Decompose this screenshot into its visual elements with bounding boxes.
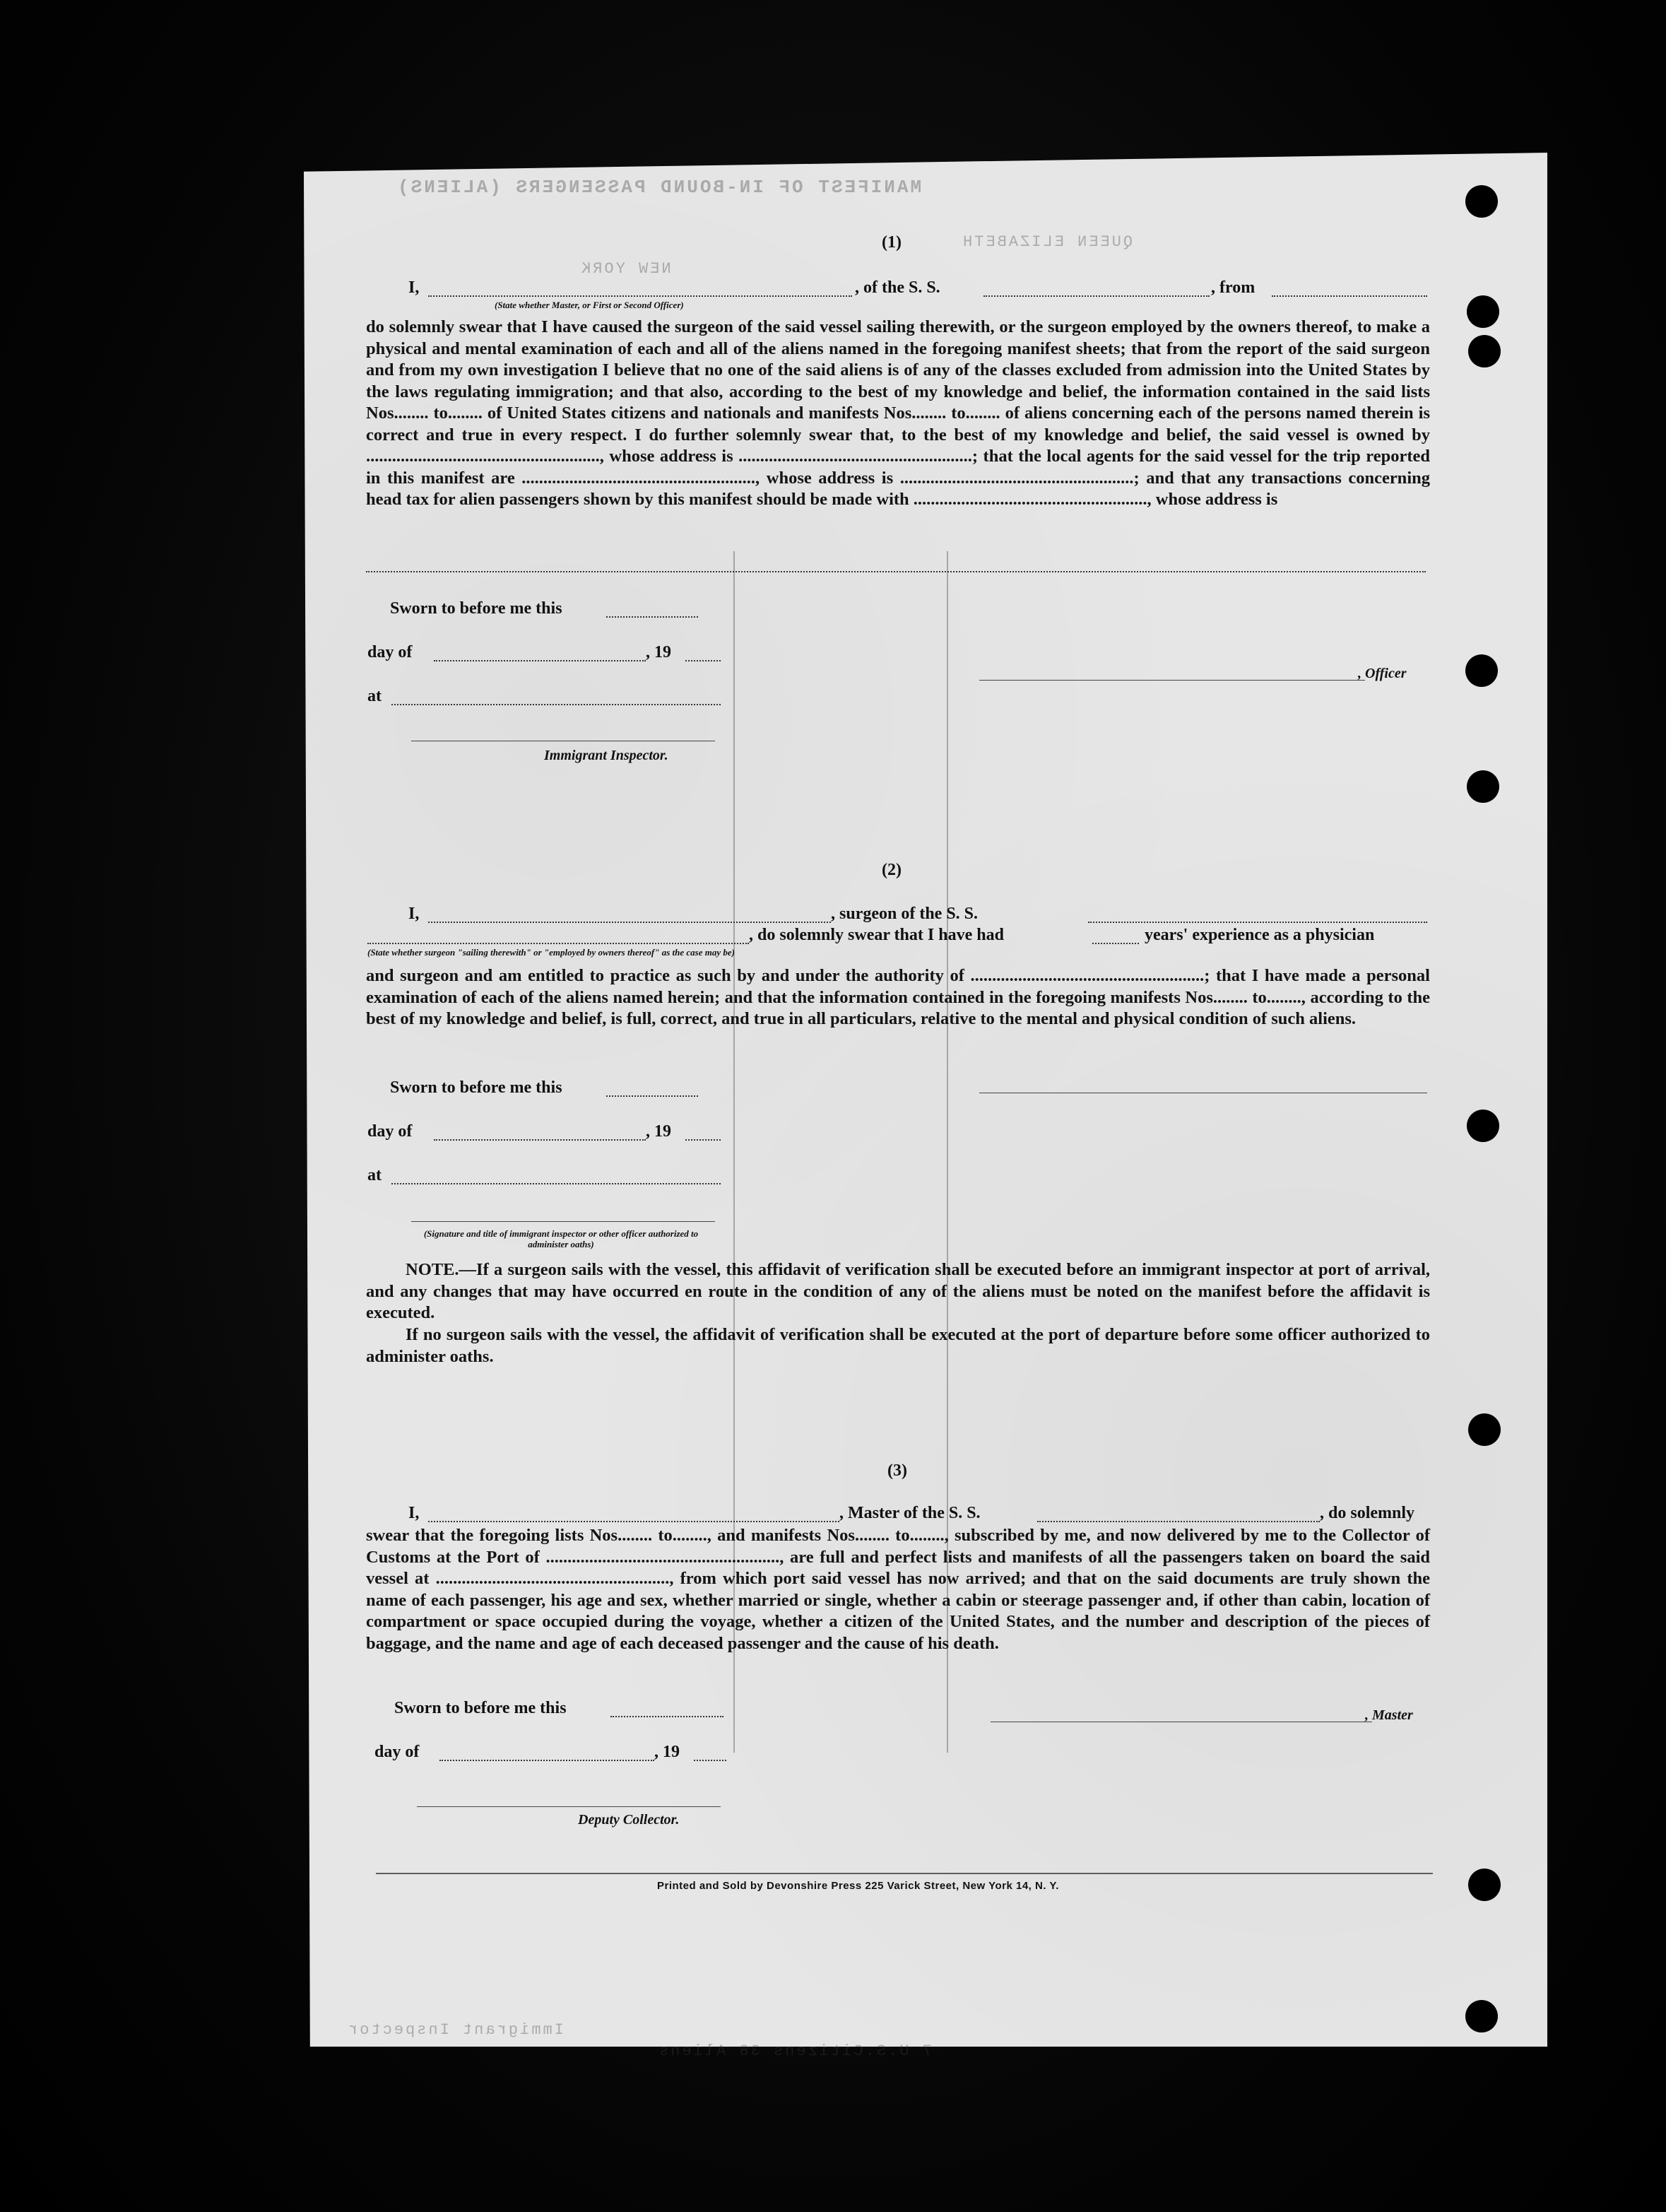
surgeon-name-field[interactable] <box>428 922 831 923</box>
officer-name-field[interactable] <box>428 295 852 297</box>
section-2-vessel-field[interactable] <box>1088 922 1427 923</box>
section-2-year-label: , 19 <box>646 1122 671 1141</box>
section-1-day-of-label: day of <box>367 643 413 661</box>
punch-hole <box>1465 2000 1498 2032</box>
section-2-sworn-date-field[interactable] <box>606 1095 698 1097</box>
footer-rule <box>376 1873 1433 1874</box>
section-3-do-solemnly: , do solemnly <box>1320 1504 1415 1522</box>
departure-port-field[interactable] <box>1272 295 1427 297</box>
section-2-note-no-surgeon: If no surgeon sails with the vessel, the affidavit of verification shall be executed at the port of departure before some officer authorized to administer oaths. <box>366 1325 1430 1366</box>
punch-hole <box>1467 295 1499 328</box>
section-1-i-label: I, <box>408 278 420 297</box>
officer-rank-note: (State whether Master, or First or Second Officer) <box>495 300 684 310</box>
section-3-vessel-field[interactable] <box>1037 1521 1320 1522</box>
punch-hole <box>1465 654 1498 687</box>
section-3-master-of: , Master of the S. S. <box>839 1504 981 1522</box>
officer-signature-line[interactable] <box>979 680 1365 681</box>
agent-address-field[interactable] <box>366 571 1426 572</box>
master-label: , Master <box>1365 1707 1413 1723</box>
section-2-signature-line[interactable] <box>411 1221 715 1222</box>
section-2-i-label: I, <box>408 905 420 923</box>
punch-hole <box>1468 1869 1501 1901</box>
section-1-oath-text: do solemnly swear that I have caused the surgeon of the said vessel sailing therewith, or the surgeon employed by the owners thereof, to make a physical and mental examination of each and all of the aliens named in the foregoing manifest sheets; that from the report of the said surgeon and from my own investigation I believe that no one of the said aliens is of any of the classes excluded from admission into the United States by the laws regulating immigration; and that also, according to the best of my knowledge and belief, the information contained in the said lists Nos........ to........ of United States citizens and nationals and manifests Nos........ to........ of aliens concerning each of the persons named therein is correct and true in every respect. I do further solemnly swear that, to the best of my knowledge and belief, the said vessel is owned by ......................................................, whose address is ......................................................; that the local agents for the said vessel for the trip reported in this manifest are ......................................................, whose address is ......................................................; and that any transactions concerning head tax for alien passengers shown by this manifest should be made with ......................................................, whose address is <box>366 317 1430 509</box>
bleed-through-text: NEW YORK <box>579 260 671 278</box>
section-3-sworn-label: Sworn to before me this <box>394 1699 567 1717</box>
section-2-number: (2) <box>882 861 902 879</box>
punch-hole <box>1467 770 1499 803</box>
section-1-from: , from <box>1211 278 1256 297</box>
section-2-day-field[interactable] <box>434 1139 646 1141</box>
section-3-year-field[interactable] <box>694 1760 726 1761</box>
section-2-at-label: at <box>367 1166 382 1184</box>
section-3-number: (3) <box>887 1461 907 1480</box>
section-2-years-label: years' experience as a physician <box>1145 926 1375 944</box>
bleed-through-text: MANIFEST OF IN-BOUND PASSENGERS (ALIENS) <box>396 177 922 198</box>
section-1-year-label: , 19 <box>646 643 671 661</box>
deputy-collector-signature-line[interactable] <box>417 1806 721 1807</box>
section-2-note: NOTE.—If a surgeon sails with the vessel, this affidavit of verification shall be executed before an immigrant inspector at port of arrival, and any changes that may have occurred en route in the condition of any of the aliens must be noted on the manifest before the affidavit is executed. <box>366 1260 1430 1322</box>
immigrant-inspector-label: Immigrant Inspector. <box>544 748 668 763</box>
section-3-oath-text: swear that the foregoing lists Nos........ to........, and manifests Nos........ to........, subscribed by me, and now delivered by me to the Collector of Customs at the Port of ......................................................, are full and perfect lists and manifests of all the passengers taken on board the said vessel at ......................................................, from which port said vessel has now arrived; and that on the said documents are truly shown the name of each passenger, his age and sex, whether married or single, whether a cabin or steerage passenger and, if other than cabin, location of compartment or space occupied during the voyage, whether a citizen of the United States, and the number and description of the pieces of baggage, and the name and age of each deceased passenger and the cause of his death. <box>366 1526 1430 1653</box>
section-1-sworn-date-field[interactable] <box>606 616 698 618</box>
punch-hole <box>1465 185 1498 218</box>
years-experience-field[interactable] <box>1092 943 1139 944</box>
section-3-sworn-date-field[interactable] <box>610 1716 723 1717</box>
section-1-sworn-label: Sworn to before me this <box>390 599 562 618</box>
section-2-place-field[interactable] <box>391 1183 721 1184</box>
section-1-place-field[interactable] <box>391 704 721 705</box>
section-1-year-field[interactable] <box>685 660 721 661</box>
bleed-through-text: Immigrant Inspector <box>346 2021 564 2039</box>
section-3-day-of-label: day of <box>374 1743 420 1761</box>
punch-hole <box>1468 1413 1501 1446</box>
section-1-of-ss: , of the S. S. <box>855 278 940 297</box>
section-1-at-label: at <box>367 687 382 705</box>
punch-hole <box>1467 1110 1499 1142</box>
section-2-sworn-label: Sworn to before me this <box>390 1078 562 1097</box>
printer-credit: Printed and Sold by Devonshire Press 225 Varick Street, New York 14, N. Y. <box>657 1880 1059 1892</box>
officer-label: , Officer <box>1358 666 1407 681</box>
vessel-name-field[interactable] <box>983 295 1210 297</box>
surgeon-status-field[interactable] <box>367 943 749 944</box>
section-1-day-field[interactable] <box>434 660 646 661</box>
punch-hole <box>1468 335 1501 367</box>
master-name-field[interactable] <box>428 1521 839 1522</box>
section-2-signature-note: (Signature and title of immigrant inspector or other officer authorized to administer oaths) <box>423 1228 699 1249</box>
section-2-year-field[interactable] <box>685 1139 721 1141</box>
section-3-day-field[interactable] <box>439 1760 654 1761</box>
section-1-number: (1) <box>882 233 902 252</box>
bleed-through-text: 7 U.S.Citizens 38 Aliens <box>657 2042 932 2060</box>
surgeon-status-note: (State whether surgeon "sailing therewith" or "employed by owners thereof" as the case may be) <box>367 947 735 958</box>
bleed-through-text: QUEEN ELIZABETH <box>961 233 1133 251</box>
deputy-collector-label: Deputy Collector. <box>578 1812 680 1828</box>
section-2-oath-text: and surgeon and am entitled to practice as such by and under the authority of ......................................................; that I have made a personal examination of each of the aliens named herein; and that the information contained in the foregoing manifests Nos........ to........, according to the best of my knowledge and belief, is full, correct, and true in all particulars, relative to the mental and physical condition of such aliens. <box>366 966 1430 1028</box>
section-2-surgeon-of: , surgeon of the S. S. <box>831 905 979 923</box>
section-2-day-of-label: day of <box>367 1122 413 1141</box>
section-3-i-label: I, <box>408 1504 420 1522</box>
section-3-year-label: , 19 <box>654 1743 680 1761</box>
section-2-swear-label: , do solemnly swear that I have had <box>749 926 1004 944</box>
